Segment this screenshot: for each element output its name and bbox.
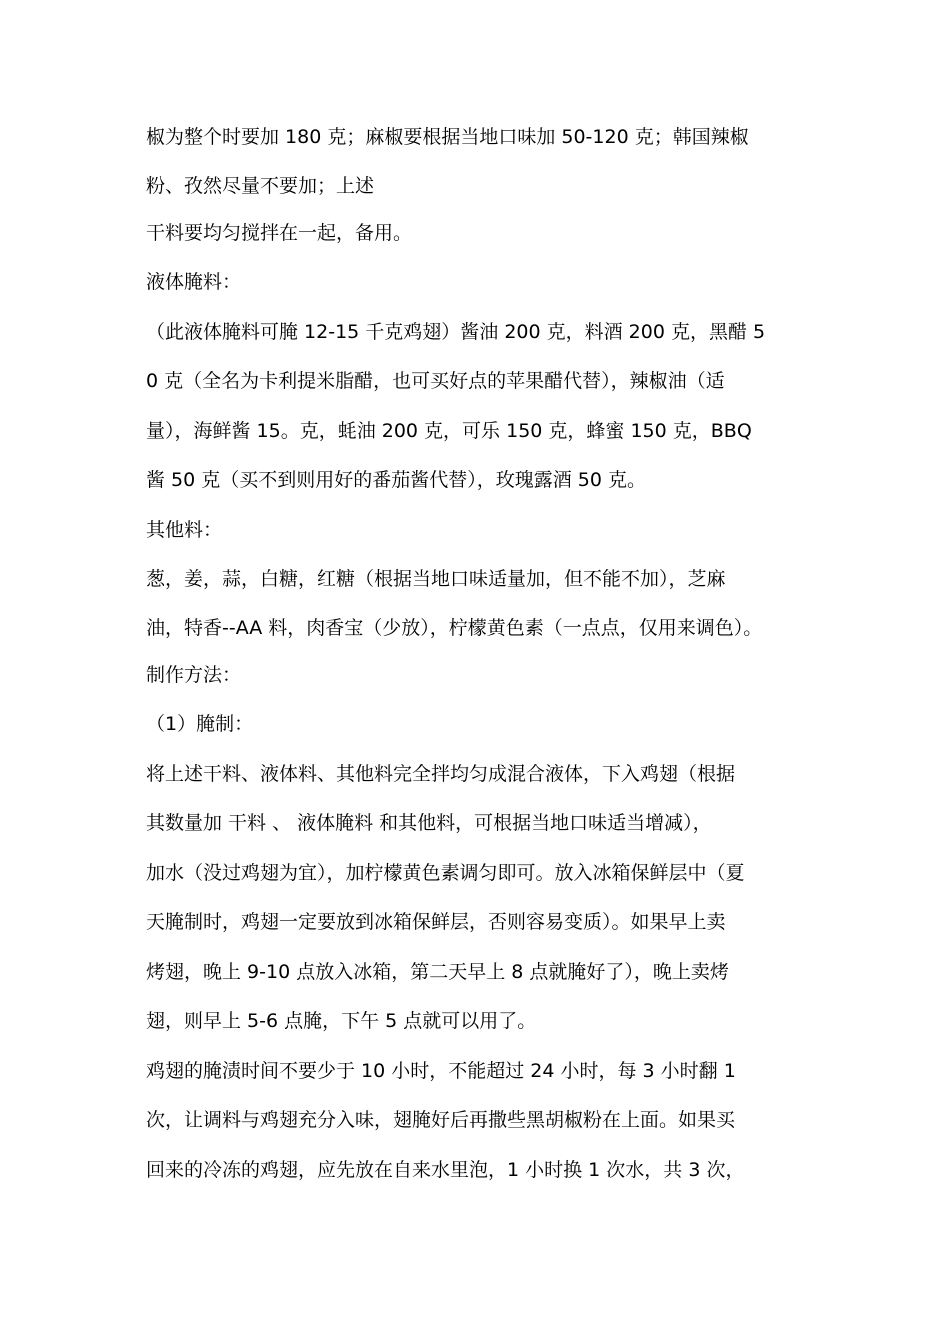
- text-line: （此液体腌料可腌 12-15 千克鸡翅）酱油 200 克，料酒 200 克，黑醋 5: [146, 320, 766, 343]
- text-line: 天腌制时，鸡翅一定要放到冰箱保鲜层，否则容易变质）。如果早上卖: [146, 911, 726, 933]
- text-line: 加水（没过鸡翅为宜），加柠檬黄色素调匀即可。放入冰箱保鲜层中（夏: [146, 861, 745, 884]
- text-line: 翅，则早上 5-6 点腌，下午 5 点就可以用了。: [146, 1010, 537, 1032]
- text-line: 烤翅，晚上 9-10 点放入冰箱，第二天早上 8 点就腌好了），晚上卖烤: [146, 960, 729, 983]
- section-heading-other-ingredients: 其他料：: [146, 518, 223, 541]
- text-line: 干料要均匀搅拌在一起，备用。: [146, 221, 413, 244]
- text-line: 回来的冷冻的鸡翅，应先放在自来水里泡，1 小时换 1 次水，共 3 次，: [146, 1158, 745, 1181]
- text-line: 其数量加 干料 、 液体腌料 和其他料，可根据当地口味适当增减），: [146, 812, 712, 834]
- text-line: 粉、孜然尽量不要加；上述: [146, 174, 375, 197]
- text-line: 次，让调料与鸡翅充分入味，翅腌好后再撒些黑胡椒粉在上面。如果买: [146, 1109, 736, 1131]
- section-heading-method: 制作方法：: [146, 663, 242, 686]
- text-line: 油，特香--AA 料，肉香宝（少放），柠檬黄色素（一点点，仅用来调色）。: [146, 616, 763, 639]
- section-heading-liquid-marinade: 液体腌料：: [146, 271, 242, 293]
- text-line: 将上述干料、液体料、其他料完全拌均匀成混合液体，下入鸡翅（根据: [146, 762, 736, 785]
- text-line: 鸡翅的腌渍时间不要少于 10 小时，不能超过 24 小时，每 3 小时翻 1: [146, 1059, 736, 1082]
- text-line: 酱 50 克（买不到则用好的番茄酱代替），玫瑰露酒 50 克。: [146, 469, 647, 491]
- text-line: 葱，姜，蒜，白糖，红糖（根据当地口味适量加，但不能不加），芝麻: [146, 568, 726, 590]
- text-line: 0 克（全名为卡利提米脂醋，也可买好点的苹果醋代替），辣椒油（适: [146, 370, 725, 392]
- text-line: 椒为整个时要加 180 克；麻椒要根据当地口味加 50-120 克；韩国辣椒: [146, 126, 749, 148]
- text-line: 量），海鲜酱 15。克，蚝油 200 克，可乐 150 克，蜂蜜 150 克，BBQ: [146, 419, 752, 442]
- body-text: [146, 113, 811, 1195]
- step-heading-marinate: （1）腌制：: [146, 713, 254, 735]
